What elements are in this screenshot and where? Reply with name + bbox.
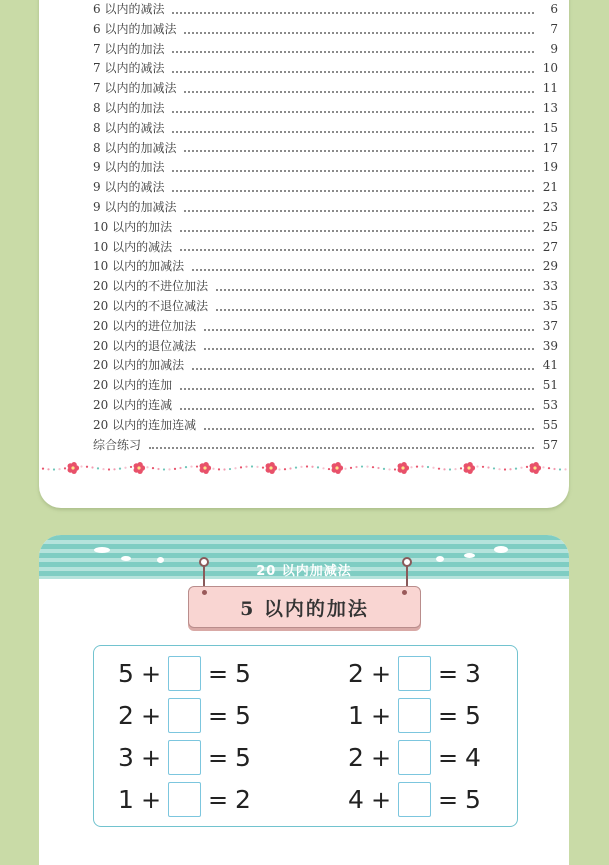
- border-dot: [328, 468, 330, 470]
- plus-sign: +: [370, 701, 392, 730]
- border-dot: [278, 468, 280, 470]
- toc-page-number: 27: [542, 239, 558, 254]
- border-dot: [295, 466, 297, 468]
- equation-row: [346, 739, 483, 776]
- toc-leader-dots: [172, 170, 534, 172]
- cloud-icon: [464, 553, 475, 558]
- border-dot: [350, 467, 352, 469]
- toc-page-number: 25: [542, 219, 558, 234]
- toc-row[interactable]: [93, 376, 558, 396]
- toc-row[interactable]: [93, 436, 558, 456]
- border-dot: [284, 468, 286, 470]
- border-dot: [476, 465, 478, 467]
- border-dot: [366, 466, 368, 468]
- border-dot: [185, 466, 187, 468]
- answer-blank[interactable]: [168, 782, 201, 817]
- border-dot: [526, 466, 528, 468]
- border-dot: [553, 468, 555, 470]
- plus-sign: +: [370, 785, 392, 814]
- equation-row: [346, 781, 483, 818]
- toc-page-number: 21: [542, 180, 558, 195]
- answer-blank[interactable]: [398, 740, 431, 775]
- border-dot: [190, 465, 192, 467]
- border-dot: [548, 467, 550, 469]
- border-dot: [234, 467, 236, 469]
- border-dot: [86, 466, 88, 468]
- toc-row[interactable]: [93, 317, 558, 337]
- border-dot: [240, 466, 242, 468]
- border-dot: [443, 468, 445, 470]
- equals-sign: =: [207, 659, 229, 688]
- answer-blank[interactable]: [398, 698, 431, 733]
- border-dot: [438, 468, 440, 470]
- toc-leader-dots: [180, 230, 534, 232]
- addend: 2: [348, 743, 364, 772]
- border-dot: [179, 467, 181, 469]
- flower-border: [39, 458, 569, 478]
- border-dot: [493, 467, 495, 469]
- toc-leader-dots: [204, 348, 534, 350]
- border-dot: [504, 468, 506, 470]
- worksheet-card: [39, 535, 569, 865]
- flower-icon: [332, 462, 344, 474]
- addend: 2: [118, 701, 134, 730]
- answer-blank[interactable]: [398, 782, 431, 817]
- toc-page-number: 10: [542, 61, 558, 76]
- border-dot: [146, 466, 148, 468]
- border-dot: [509, 468, 511, 470]
- toc-row[interactable]: [93, 337, 558, 357]
- border-dot: [317, 466, 319, 468]
- plus-sign: +: [140, 701, 162, 730]
- border-dot: [168, 468, 170, 470]
- border-dot: [520, 467, 522, 469]
- toc-title: 7 以内的减法: [93, 61, 165, 76]
- toc-row[interactable]: [93, 356, 558, 376]
- toc-row[interactable]: [93, 158, 558, 178]
- flower-icon: [398, 462, 410, 474]
- toc-page-number: 6: [550, 2, 558, 16]
- toc-page-number: 33: [542, 279, 558, 294]
- toc-leader-dots: [172, 190, 534, 192]
- border-dot: [427, 466, 429, 468]
- toc-leader-dots: [180, 388, 534, 390]
- border-dot: [460, 467, 462, 469]
- toc-page-number: 19: [542, 160, 558, 175]
- border-dot: [311, 466, 313, 468]
- addend: 3: [118, 743, 134, 772]
- toc-row[interactable]: [93, 396, 558, 416]
- toc-title: 20 以内的连加连减: [93, 417, 197, 432]
- toc-title: 10 以内的加法: [93, 219, 173, 234]
- section-title: 20 以内加减法: [256, 564, 352, 579]
- toc-leader-dots: [172, 111, 534, 113]
- sum-value: 4: [465, 743, 481, 772]
- toc-title: 8 以内的减法: [93, 120, 165, 135]
- plus-sign: +: [140, 743, 162, 772]
- equals-sign: =: [207, 701, 229, 730]
- toc-title: 6 以内的减法: [93, 2, 165, 16]
- equals-sign: =: [437, 701, 459, 730]
- equation-row: [116, 697, 253, 734]
- toc-title: 9 以内的加减法: [93, 199, 177, 214]
- border-dot: [383, 468, 385, 470]
- flower-icon: [200, 462, 212, 474]
- border-dot: [256, 466, 258, 468]
- toc-page-number: 51: [542, 378, 558, 393]
- border-dot: [559, 468, 561, 470]
- toc-title: 9 以内的减法: [93, 180, 165, 195]
- toc-title: 9 以内的加法: [93, 160, 165, 175]
- border-dot: [113, 468, 115, 470]
- toc-row[interactable]: [93, 218, 558, 238]
- answer-blank[interactable]: [168, 698, 201, 733]
- sign-nail: [402, 590, 407, 595]
- toc-row[interactable]: [93, 0, 558, 20]
- toc-row[interactable]: [93, 99, 558, 119]
- flower-icon: [464, 462, 476, 474]
- toc-row[interactable]: [93, 119, 558, 139]
- toc-title: 7 以内的加减法: [93, 81, 177, 96]
- toc-leader-dots: [204, 329, 534, 331]
- answer-blank[interactable]: [168, 656, 201, 691]
- plus-sign: +: [370, 659, 392, 688]
- toc-leader-dots: [192, 269, 534, 271]
- border-dot: [229, 468, 231, 470]
- toc-row[interactable]: [93, 139, 558, 159]
- border-dot: [212, 468, 214, 470]
- border-dot: [102, 468, 104, 470]
- border-dot: [124, 467, 126, 469]
- sum-value: 5: [465, 785, 481, 814]
- toc-page-number: 37: [542, 318, 558, 333]
- border-dot: [108, 468, 110, 470]
- toc-page-number: 15: [542, 120, 558, 135]
- toc-leader-dots: [180, 408, 534, 410]
- toc-leader-dots: [192, 368, 534, 370]
- sum-value: 5: [235, 701, 251, 730]
- border-dot: [53, 468, 55, 470]
- flower-icon: [266, 462, 278, 474]
- border-dot: [344, 468, 346, 470]
- toc-title: 8 以内的加减法: [93, 140, 177, 155]
- sum-value: 5: [235, 659, 251, 688]
- plus-sign: +: [140, 659, 162, 688]
- toc-page-number: 17: [542, 140, 558, 155]
- addend: 1: [118, 785, 134, 814]
- sum-value: 5: [235, 743, 251, 772]
- toc-leader-dots: [172, 51, 534, 53]
- border-dot: [372, 466, 374, 468]
- toc-page-number: 9: [550, 41, 558, 56]
- toc-row[interactable]: [93, 59, 558, 79]
- sum-value: 2: [235, 785, 251, 814]
- border-dot: [174, 468, 176, 470]
- equation-row: [346, 697, 483, 734]
- border-dot: [119, 468, 121, 470]
- addend: 2: [348, 659, 364, 688]
- toc-title: 20 以内的连减: [93, 397, 173, 412]
- border-dot: [482, 466, 484, 468]
- border-dot: [58, 468, 60, 470]
- toc-row[interactable]: [93, 238, 558, 258]
- border-dot: [80, 465, 82, 467]
- toc-title: 20 以内的连加: [93, 378, 173, 393]
- toc-leader-dots: [172, 131, 534, 133]
- border-dot: [322, 467, 324, 469]
- toc-row[interactable]: [93, 20, 558, 40]
- equation-row: [116, 739, 253, 776]
- toc-row[interactable]: [93, 277, 558, 297]
- border-dot: [410, 466, 412, 468]
- border-dot: [152, 467, 154, 469]
- toc-page-number: 7: [550, 21, 558, 36]
- border-dot: [487, 466, 489, 468]
- toc-page-number: 39: [542, 338, 558, 353]
- cloud-icon: [494, 546, 508, 553]
- answer-blank[interactable]: [168, 740, 201, 775]
- equals-sign: =: [437, 743, 459, 772]
- border-dot: [416, 466, 418, 468]
- toc-page-number: 35: [542, 298, 558, 313]
- lesson-title-sign: [188, 586, 421, 628]
- plus-sign: +: [370, 743, 392, 772]
- cloud-icon: [94, 547, 110, 553]
- border-dot: [394, 468, 396, 470]
- lesson-title: 5 以内的加法: [240, 597, 369, 620]
- toc-page-number: 11: [542, 81, 558, 96]
- toc-leader-dots: [172, 12, 534, 14]
- toc-leader-dots: [184, 210, 534, 212]
- border-dot: [91, 466, 93, 468]
- toc-row[interactable]: [93, 178, 558, 198]
- border-dot: [355, 466, 357, 468]
- toc-title: 20 以内的进位加法: [93, 318, 197, 333]
- equals-sign: =: [207, 785, 229, 814]
- border-dot: [498, 468, 500, 470]
- toc-row[interactable]: [93, 297, 558, 317]
- toc-page-number: 23: [542, 199, 558, 214]
- border-dot: [377, 467, 379, 469]
- border-dot: [42, 468, 44, 470]
- toc-leader-dots: [172, 71, 534, 73]
- border-dot: [388, 468, 390, 470]
- toc-title: 20 以内的加减法: [93, 358, 185, 373]
- toc-row[interactable]: [93, 40, 558, 60]
- equals-sign: =: [207, 743, 229, 772]
- toc-row[interactable]: [93, 257, 558, 277]
- border-dot: [64, 467, 66, 469]
- border-dot: [196, 465, 198, 467]
- equation-row: [346, 655, 483, 692]
- border-dot: [454, 468, 456, 470]
- toc-title: 20 以内的不退位减法: [93, 298, 209, 313]
- toc-title: 6 以内的加减法: [93, 21, 177, 36]
- border-dot: [262, 467, 264, 469]
- border-dot: [218, 468, 220, 470]
- toc-leader-dots: [184, 32, 534, 34]
- toc-row[interactable]: [93, 79, 558, 99]
- toc-page-number: 57: [542, 437, 558, 452]
- equation-row: [116, 781, 253, 818]
- flower-icon: [530, 462, 542, 474]
- toc-row[interactable]: [93, 198, 558, 218]
- border-dot: [97, 467, 99, 469]
- toc-leader-dots: [180, 249, 534, 251]
- toc-title: 10 以内的减法: [93, 239, 173, 254]
- equation-row: [116, 655, 253, 692]
- toc-page-number: 41: [542, 358, 558, 373]
- border-dot: [47, 468, 49, 470]
- toc-title: 7 以内的加法: [93, 41, 165, 56]
- answer-blank[interactable]: [398, 656, 431, 691]
- sign-nail: [202, 590, 207, 595]
- toc-leader-dots: [216, 309, 534, 311]
- exercise-box: [93, 645, 518, 827]
- toc-page-number: 13: [542, 100, 558, 115]
- border-dot: [542, 466, 544, 468]
- toc-title: 20 以内的不进位加法: [93, 279, 209, 294]
- toc-leader-dots: [184, 91, 534, 93]
- sum-value: 3: [465, 659, 481, 688]
- toc-title: 综合练习: [93, 437, 142, 452]
- toc-leader-dots: [149, 447, 534, 449]
- toc-title: 20 以内的退位减法: [93, 338, 197, 353]
- toc-page-number: 55: [542, 417, 558, 432]
- toc-page-number: 29: [542, 259, 558, 274]
- plus-sign: +: [140, 785, 162, 814]
- border-dot: [564, 468, 566, 470]
- addend: 1: [348, 701, 364, 730]
- sum-value: 5: [465, 701, 481, 730]
- toc-leader-dots: [216, 289, 534, 291]
- addend: 4: [348, 785, 364, 814]
- border-dot: [361, 465, 363, 467]
- flower-icon: [134, 462, 146, 474]
- flower-icon: [68, 462, 80, 474]
- toc-leader-dots: [184, 150, 534, 152]
- contents-card: [39, 0, 569, 508]
- border-dot: [130, 466, 132, 468]
- toc-leader-dots: [204, 428, 534, 430]
- border-dot: [251, 465, 253, 467]
- border-dot: [300, 466, 302, 468]
- border-dot: [163, 468, 165, 470]
- border-dot: [515, 467, 517, 469]
- border-dot: [449, 468, 451, 470]
- border-dot: [223, 468, 225, 470]
- border-dot: [157, 468, 159, 470]
- toc-row[interactable]: [93, 416, 558, 436]
- equals-sign: =: [437, 659, 459, 688]
- striped-header: [39, 535, 569, 579]
- border-dot: [432, 467, 434, 469]
- equals-sign: =: [437, 785, 459, 814]
- border-dot: [245, 466, 247, 468]
- addend: 5: [118, 659, 134, 688]
- border-dot: [289, 467, 291, 469]
- border-dot: [306, 465, 308, 467]
- contents-list: [93, 0, 558, 455]
- toc-title: 10 以内的加减法: [93, 259, 185, 274]
- border-dot: [421, 465, 423, 467]
- toc-page-number: 53: [542, 397, 558, 412]
- toc-title: 8 以内的加法: [93, 100, 165, 115]
